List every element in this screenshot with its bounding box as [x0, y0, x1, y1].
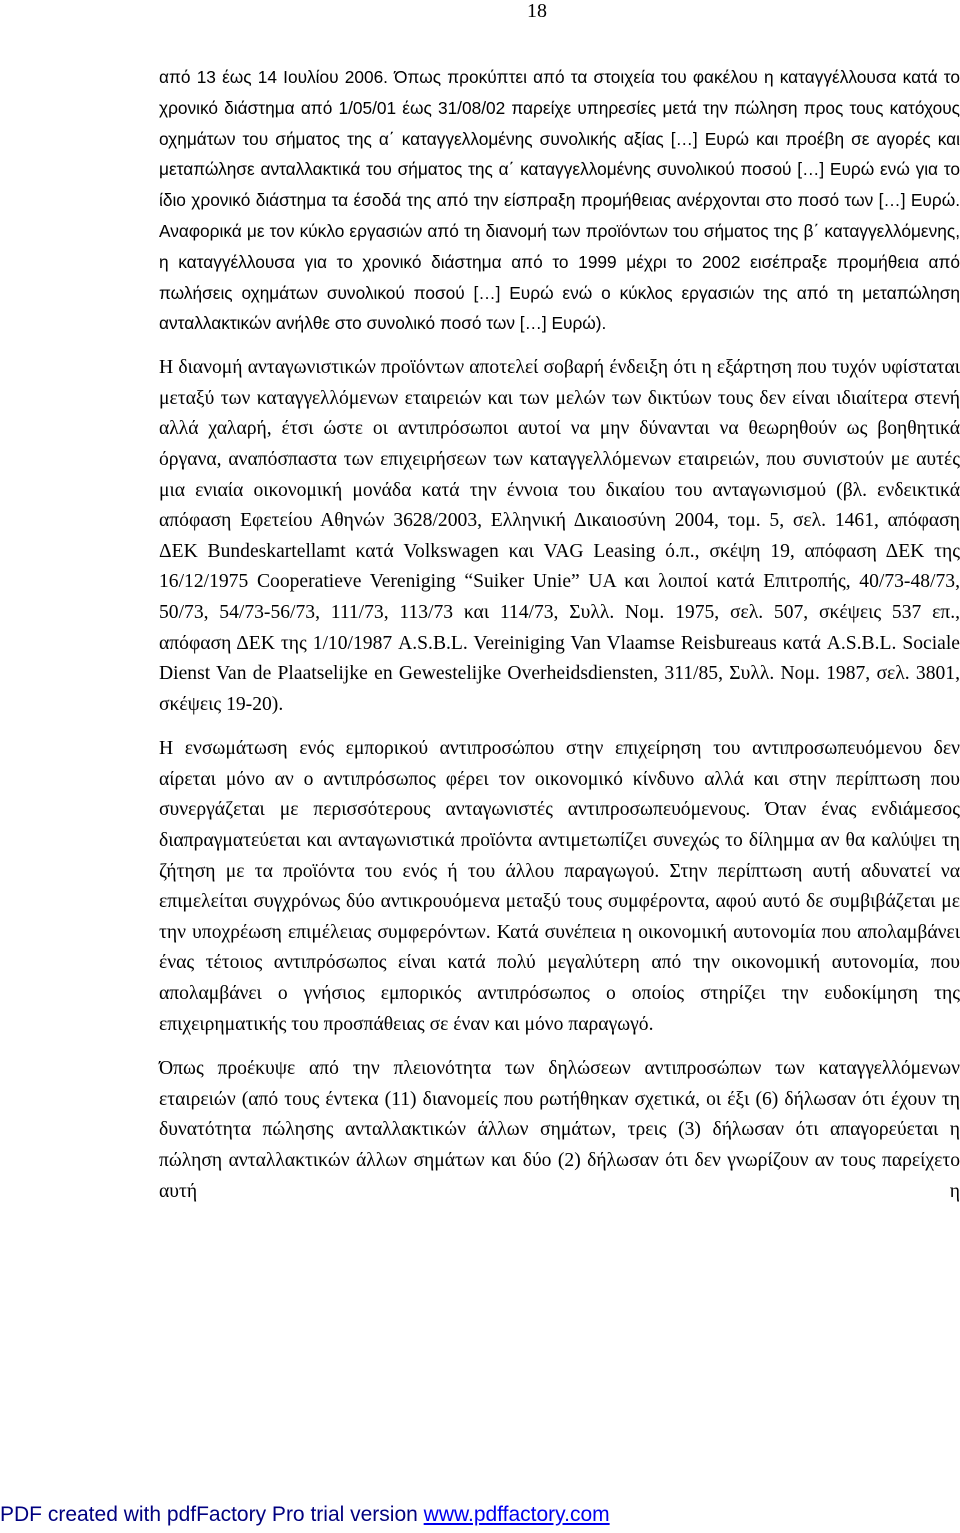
- page-number: 18: [527, 0, 547, 22]
- paragraph-4: Όπως προέκυψε από την πλειονότητα των δηλώσεων αντιπροσώπων των καταγγελλόμενων εταιρειών (από τους έντεκα (11) διανομείς που ρωτήθηκαν σχετικά, οι έξι (6) δήλωσαν ότι έχουν τη δυνατότητα πώλησης ανταλλακτικών άλλων σημάτων, τρεις (3) δήλωσαν ότι απαγορεύεται η πώληση ανταλλακτικών άλλων σημάτων και δύο (2) δήλωσαν ότι δεν γνωρίζουν αν τους παρείχετο αυτή η: [159, 1058, 960, 1202]
- footer-text: PDF created with pdfFactory Pro trial version: [0, 1503, 424, 1526]
- paragraph-1: από 13 έως 14 Ιουλίου 2006. Όπως προκύπτει από τα στοιχεία του φακέλου η καταγγέλλουσα κατά το χρονικό διάστημα από 1/05/01 έως 31/08/02 παρείχε υπηρεσίες μετά την πώληση προς τους κατόχους οχημάτων του σήματος της α΄ καταγγελλομένης συνολικής αξίας […] Ευρώ και προέβη σε αγορές και μεταπώλησε ανταλλακτικά του σήματος της α΄ καταγγελλομένης συνολικού ποσού […] Ευρώ ενώ για το ίδιο χρονικό διάστημα τα έσοδά της από την είσπραξη προμήθειας ανέρχονται στο ποσό των […] Ευρώ. Αναφορικά με τον κύκλο εργασιών από τη διανομή των προϊόντων του σήματος της β΄ καταγγελλόμενης, η καταγγέλλουσα για το χρονικό διάστημα από το 1999 μέχρι το 2002 εισέπραξε προμήθεια από πωλήσεις οχημάτων συνολικού ποσού […] Ευρώ ενώ ο κύκλος εργασιών της από τη μεταπώληση ανταλλακτικών ανήλθε στο συνολικό ποσό των […] Ευρώ).: [159, 67, 960, 334]
- footer-link[interactable]: www.pdffactory.com: [423, 1503, 610, 1526]
- paragraph-2: Η διανομή ανταγωνιστικών προϊόντων αποτελεί σοβαρή ένδειξη ότι η εξάρτηση που τυχόν υφίσταται μεταξύ των καταγγελλόμενων εταιρειών και των μελών των δικτύων τους δεν είναι ιδιαίτερα στενή αλλά χαλαρή, έτσι ώστε οι αντιπρόσωποι αυτοί να μην δύνανται να θεωρηθούν ως βοηθητικά όργανα, αναπόσπαστα των επιχειρήσεων των καταγγελλόμενων εταιρειών, που συνιστούν με αυτές μια ενιαία οικονομική μονάδα κατά την έννοια του δικαίου του ανταγωνισμού (βλ. ενδεικτικά απόφαση Εφετείου Αθηνών 3628/2003, Ελληνική Δικαιοσύνη 2004, τομ. 5, σελ. 1461, απόφαση ΔΕΚ Bundeskartellamt κατά Volkswagen και VAG Leasing ό.π., σκέψη 19, απόφαση ΔΕΚ της 16/12/1975 Cooperatieve Vereniging “Suiker Unie” UA και λοιποί κατά Επιτροπής, 40/73-48/73, 50/73, 54/73-56/73, 111/73, 113/73 και 114/73, Συλλ. Νομ. 1975, σελ. 507, σκέψεις 537 επ., απόφαση ΔΕΚ της 1/10/1987 A.S.B.L. Vereiniging Van Vlaamse Reisbureaus κατά A.S.B.L. Sociale Dienst Van de Plaatselijke en Gewestelijke Overheidsdiensten, 311/85, Συλλ. Νομ. 1987, σελ. 3801, σκέψεις 19-20).: [159, 357, 960, 715]
- document-body: [159, 62, 960, 1207]
- pdf-footer: [0, 1503, 610, 1527]
- paragraph-3: Η ενσωμάτωση ενός εμπορικού αντιπροσώπου στην επιχείρηση του αντιπροσωπευόμενου δεν αίρεται μόνο αν ο αντιπρόσωπος φέρει τον οικονομικό κίνδυνο αλλά και στην περίπτωση που συνεργάζεται με περισσότερους ανταγωνιστές αντιπροσωπευόμενους. Όταν ένας ενδιάμεσος διαπραγματεύεται και ανταγωνιστικά προϊόντα αντιμετωπίζει συνεχώς το δίλημμα αν θα καλύψει τη ζήτηση με τα προϊόντα του ενός ή του άλλου παραγωγού. Στην περίπτωση αυτή αδυνατεί να επιμελείται συγχρόνως δύο αντικρουόμενα μεταξύ τους συμφέροντα, αφού αυτό δε συμβιβάζεται με την υποχρέωση επιμέλειας συμφερόντων. Κατά συνέπεια η οικονομική αυτονομία που απολαμβάνει ένας τέτοιος αντιπρόσωπος είναι κατά πολύ μεγαλύτερη από την οικονομική αυτονομία, που απολαμβάνει ο γνήσιος εμπορικός αντιπρόσωπος ο οποίος στηρίζει την ευδοκίμηση της επιχειρηματικής του προσπάθειας σε έναν και μόνο παραγωγό.: [159, 738, 960, 1035]
